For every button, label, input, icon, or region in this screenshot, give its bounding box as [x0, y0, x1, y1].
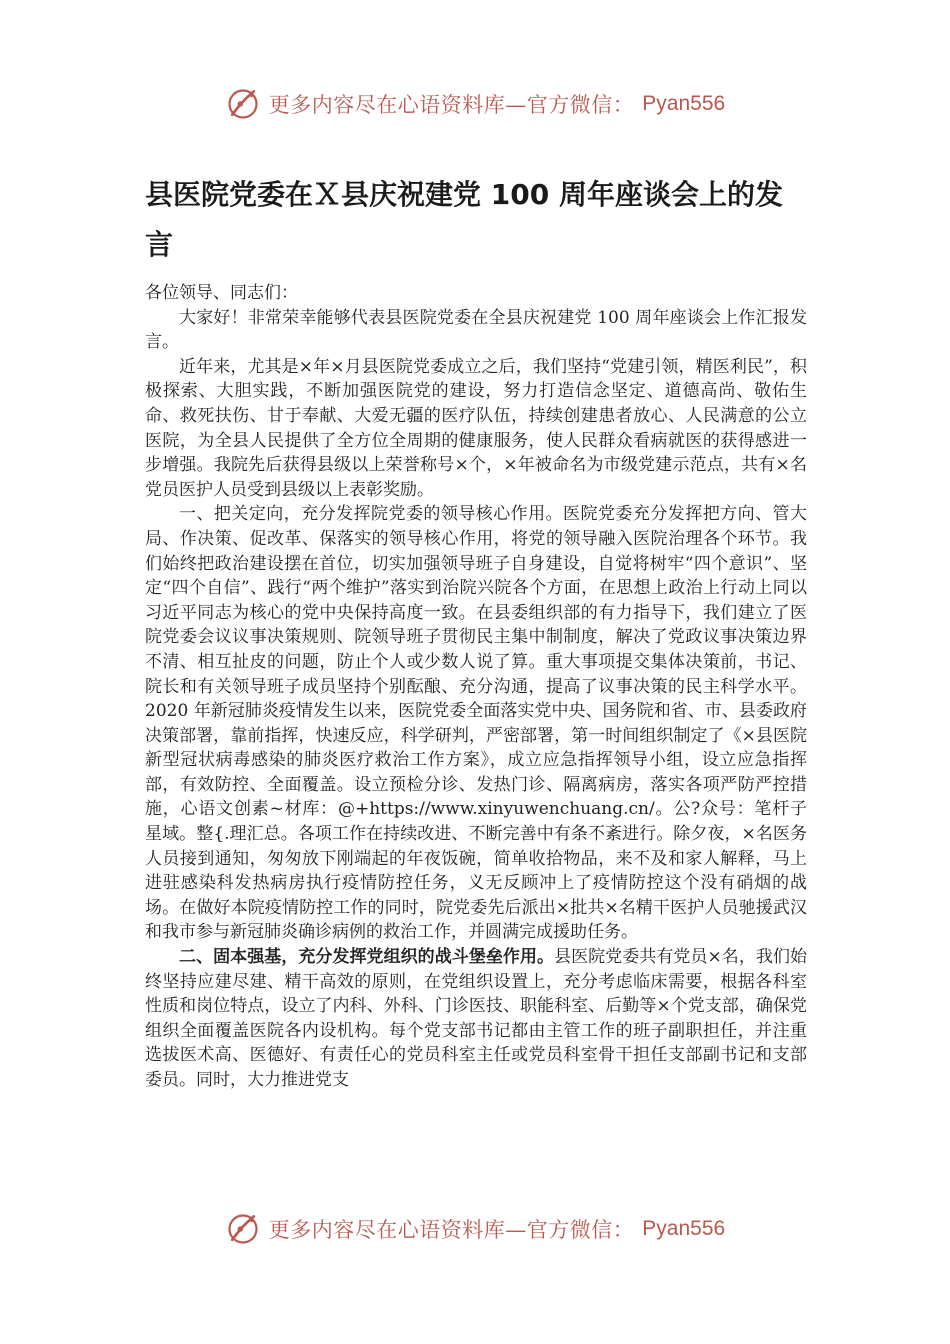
logo-icon [225, 1211, 261, 1247]
banner-text: 更多内容尽在心语资料库—官方微信： [268, 1218, 635, 1242]
paragraph-intro: 近年来，尤其是×年×月县医院党委成立之后，我们坚持“党建引领，精医利民”，积极探索、大胆实践，不断加强医院党的建设，努力打造信念坚定、道德高尚、敬佑生命、救死扶伤、甘于奉献、大爱无疆的医疗队伍，持续创建患者放心、人民满意的公立医院，为全县人民提供了全方位全周期的健康服务，使人民群众看病就医的获得感进一步增强。我院先后获得县级以上荣誉称号×个，×年被命名为市级党建示范点，共有×名党员医护人员受到县级以上表彰奖励。 [145, 356, 807, 500]
header-banner [0, 84, 950, 124]
paragraph-section-two [145, 945, 807, 1093]
banner-wechat-id: Pyan556 [642, 1217, 726, 1240]
document-body [145, 281, 807, 1093]
logo-icon [225, 86, 261, 122]
banner-text: 更多内容尽在心语资料库—官方微信： [268, 93, 635, 117]
banner-wechat-id: Pyan556 [642, 92, 726, 115]
footer-banner [0, 1209, 950, 1249]
salutation: 各位领导、同志们： [145, 283, 298, 303]
paragraph-section-one: 一、把关定向，充分发挥院党委的领导核心作用。医院党委充分发挥把方向、管大局、作决策、促改革、保落实的领导核心作用，将党的领导融入医院治理各个环节。我们始终把政治建设摆在首位，切实加强领导班子自身建设，自觉将树牢“四个意识”、坚定“四个自信”、践行“两个维护”落实到治院兴院各个方面，在思想上政治上行动上同以习近平同志为核心的党中央保持高度一致。在县委组织部的有力指导下，我们建立了医院党委会议议事决策规则、院领导班子贯彻民主集中制制度，解决了党政议事决策边界不清、相互扯皮的问题，防止个人或少数人说了算。重大事项提交集体决策前，书记、院长和有关领导班子成员坚持个别酝酿、充分沟通，提高了议事决策的民主科学水平。2020 年新冠肺炎疫情发生以来，医院党委全面落实党中央、国务院和省、市、县委政府决策部署，靠前指挥，快速反应，科学研判，严密部署，第一时间组织制定了《×县医院新型冠状病毒感染的肺炎医疗救治工作方案》，成立应急指挥领导小组，设立应急指挥部，有效防控、全面覆盖。设立预检分诊、发热门诊、隔离病房，落实各项严防严控措施，心语文创素~材库：@+https://www.xinyuwenchuang.cn/。公?众号：笔杆子星域。整{.理汇总。各项工作在持续改进、不断完善中有条不紊进行。除夕夜，×名医务人员接到通知，匆匆放下刚端起的年夜饭碗，简单收拾物品，来不及和家人解释，马上进驻感染科发热病房执行疫情防控任务，义无反顾冲上了疫情防控这个没有硝烟的战场。在做好本院疫情防控工作的同时，院党委先后派出×批共×名精干医护人员驰援武汉和我市参与新冠肺炎确诊病例的救治工作，并圆满完成援助任务。 [145, 504, 807, 943]
section-two-body: 县医院党委共有党员×名，我们始终坚持应建尽建、精干高效的原则，在党组织设置上，充分考虑临床需要，根据各科室性质和岗位特点，设立了内科、外科、门诊医技、职能科室、后勤等×个党支部，确保党组织全面覆盖医院各内设机构。每个党支部书记都由主管工作的班子副职担任，并注重选拔医术高、医德好、有责任心的党员科室主任或党员科室骨干担任支部副书记和支部委员。同时，大力推进党支 [145, 947, 808, 1090]
document-title: 县医院党委在Ｘ县庆祝建党 100 周年座谈会上的发言 [145, 178, 783, 261]
paragraph-greeting: 大家好！非常荣幸能够代表县医院党委在全县庆祝建党 100 周年座谈会上作汇报发言。 [145, 307, 807, 353]
section-two-heading: 二、固本强基，充分发挥党组织的战斗堡垒作用。 [179, 947, 555, 968]
